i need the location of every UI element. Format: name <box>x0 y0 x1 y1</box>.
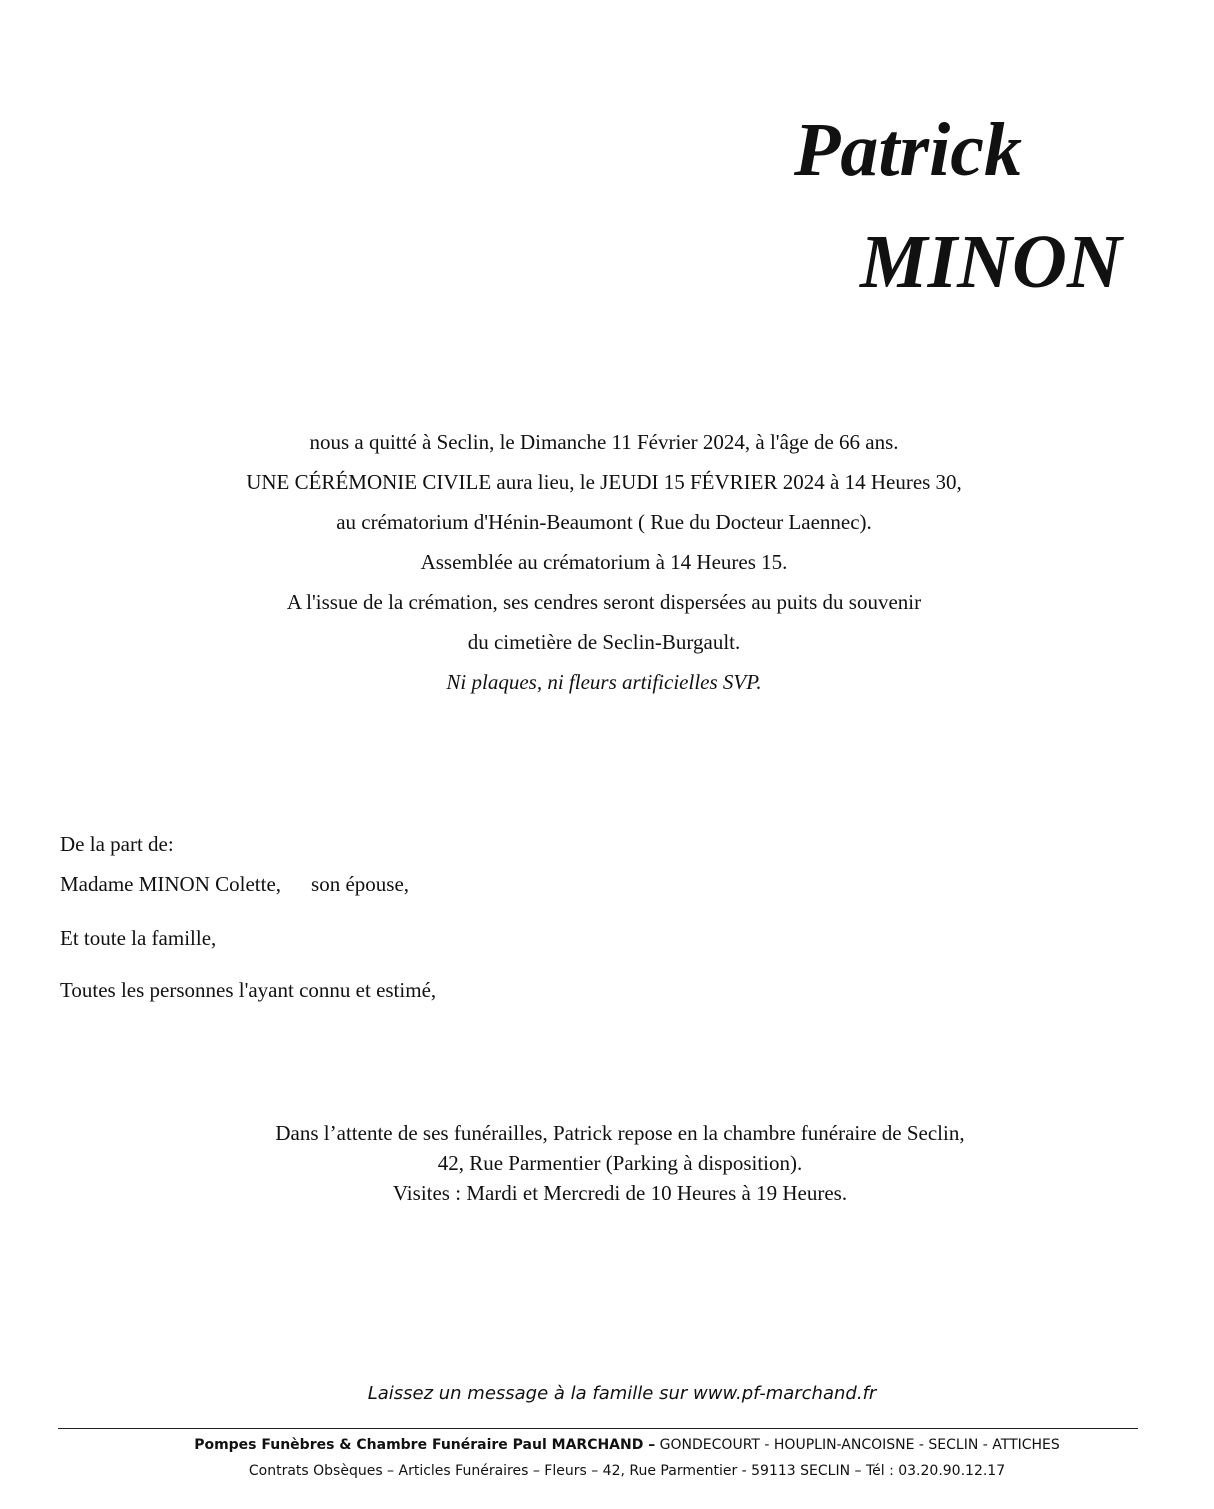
viewing-hours-line: Visites : Mardi et Mercredi de 10 Heures à 19 Heures. <box>392 1181 848 1205</box>
viewing-block <box>0 1118 1214 1208</box>
announcement-cemetery-line: du cimetière de Seclin-Burgault. <box>467 630 741 654</box>
viewing-location-line: Dans l’attente de ses funérailles, Patrick repose en la chambre funéraire de Seclin, <box>275 1121 965 1145</box>
spouse-line <box>60 868 436 922</box>
deceased-first-name: Patrick <box>794 108 1022 192</box>
family-message-link: Laissez un message à la famille sur www.pf-marchand.fr <box>367 1383 877 1404</box>
announcement-assembly-line: Assemblée au crématorium à 14 Heures 15. <box>420 550 788 574</box>
company-name: Pompes Funèbres & Chambre Funéraire Paul MARCHAND – <box>194 1437 656 1453</box>
company-locations: GONDECOURT - HOUPLIN-ANCOISNE - SECLIN - ATTICHES <box>655 1437 1060 1453</box>
footer-divider <box>58 1428 1138 1429</box>
viewing-address-line: 42, Rue Parmentier (Parking à disposition). <box>437 1151 803 1175</box>
spouse-name: Madame MINON Colette, <box>60 872 282 896</box>
footer-services-line: Contrats Obsèques – Articles Funéraires – Fleurs – 42, Rue Parmentier - 59113 SECLIN – Tél : 03.20.90.12.17 <box>248 1463 1006 1479</box>
announcement-death-line: nous a quitté à Seclin, le Dimanche 11 Février 2024, à l'âge de 66 ans. <box>309 430 899 454</box>
announcement-venue-line: au crématorium d'Hénin-Beaumont ( Rue du Docteur Laennec). <box>336 510 872 534</box>
footer-company-line <box>0 1437 1214 1453</box>
acquaintances-line: Toutes les personnes l'ayant connu et estimé, <box>60 978 437 1002</box>
all-family-line: Et toute la famille, <box>60 926 217 950</box>
from-label: De la part de: <box>60 832 174 856</box>
announcement-block <box>0 426 1208 706</box>
family-block <box>60 828 436 1006</box>
spouse-relation: son épouse, <box>311 872 410 896</box>
announcement-ashes-line: A l'issue de la crémation, ses cendres seront dispersées au puits du souvenir <box>286 590 922 614</box>
deceased-last-name: MINON <box>860 220 1122 304</box>
announcement-ceremony-line: UNE CÉRÉMONIE CIVILE aura lieu, le JEUDI 15 FÉVRIER 2024 à 14 Heures 30, <box>246 470 962 494</box>
announcement-note: Ni plaques, ni fleurs artificielles SVP. <box>446 670 762 694</box>
